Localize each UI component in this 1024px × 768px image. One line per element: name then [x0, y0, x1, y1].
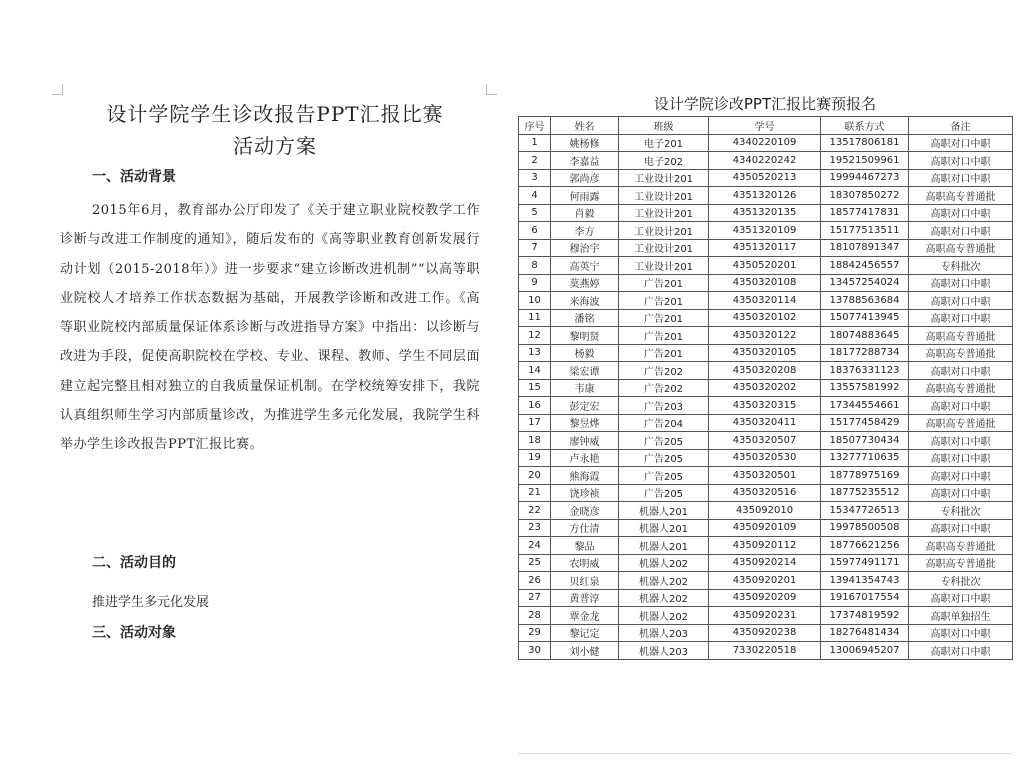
cell-col-remark: 高职高专普通批 — [909, 187, 1013, 205]
cell-col-class: 广告205 — [619, 467, 709, 485]
cell-col-index: 16 — [519, 397, 551, 415]
cell-col-student-id: 4350320501 — [709, 467, 821, 485]
cell-col-index: 17 — [519, 414, 551, 432]
cell-col-class: 机器人202 — [619, 554, 709, 572]
header-col-name: 姓名 — [551, 117, 619, 135]
cell-col-contact: 15177458429 — [821, 414, 909, 432]
table-row — [519, 589, 1013, 607]
cell-col-remark: 高职对口中职 — [909, 484, 1013, 502]
cell-col-index: 2 — [519, 152, 551, 170]
cell-col-contact: 18842456557 — [821, 257, 909, 275]
table-row — [519, 379, 1013, 397]
cell-col-class: 广告201 — [619, 344, 709, 362]
header-col-remark: 备注 — [909, 117, 1013, 135]
cell-col-index: 4 — [519, 187, 551, 205]
cell-col-contact: 13941354743 — [821, 572, 909, 590]
registration-sheet — [518, 92, 1012, 660]
cell-col-class: 广告205 — [619, 432, 709, 450]
table-title: 设计学院诊改PPT汇报比赛预报名 — [653, 95, 877, 113]
cell-col-class: 工业设计201 — [619, 187, 709, 205]
cell-col-contact: 18276481434 — [821, 624, 909, 642]
cell-col-index: 11 — [519, 309, 551, 327]
table-row — [519, 449, 1013, 467]
cell-col-remark: 高职高专普通批 — [909, 344, 1013, 362]
cell-col-contact: 18577417831 — [821, 204, 909, 222]
cell-col-name: 方仕清 — [551, 519, 619, 537]
cell-col-index: 14 — [519, 362, 551, 380]
cell-col-remark: 高职对口中职 — [909, 589, 1013, 607]
cell-col-class: 工业设计201 — [619, 169, 709, 187]
cell-col-index: 5 — [519, 204, 551, 222]
cell-col-class: 广告205 — [619, 484, 709, 502]
cell-col-student-id: 4350920201 — [709, 572, 821, 590]
cell-col-index: 7 — [519, 239, 551, 257]
section-target-heading: 三、活动对象 — [92, 625, 176, 641]
cell-col-contact: 18775235512 — [821, 484, 909, 502]
cell-col-student-id: 4350320411 — [709, 414, 821, 432]
cell-col-class: 机器人202 — [619, 607, 709, 625]
table-row — [519, 467, 1013, 485]
cell-col-index: 25 — [519, 554, 551, 572]
cell-col-student-id: 4350920231 — [709, 607, 821, 625]
table-row — [519, 344, 1013, 362]
cell-col-name: 金晓彦 — [551, 502, 619, 520]
cell-col-name: 熊海霞 — [551, 467, 619, 485]
cell-col-contact: 18778975169 — [821, 467, 909, 485]
cell-col-remark: 高职对口中职 — [909, 292, 1013, 310]
table-row — [519, 239, 1013, 257]
cell-col-contact: 18307850272 — [821, 187, 909, 205]
cell-col-class: 电子202 — [619, 152, 709, 170]
cell-col-remark: 高职对口中职 — [909, 467, 1013, 485]
cell-col-name: 梁宏谭 — [551, 362, 619, 380]
cell-col-index: 9 — [519, 274, 551, 292]
cell-col-index: 21 — [519, 484, 551, 502]
cell-col-name: 黎昱烨 — [551, 414, 619, 432]
cell-col-student-id: 4350920214 — [709, 554, 821, 572]
cell-col-contact: 13457254024 — [821, 274, 909, 292]
cell-col-student-id: 4350320507 — [709, 432, 821, 450]
cell-col-index: 6 — [519, 222, 551, 240]
cell-col-contact: 13788563684 — [821, 292, 909, 310]
cell-col-contact: 18376331123 — [821, 362, 909, 380]
cell-col-name: 韦康 — [551, 379, 619, 397]
cell-col-contact: 19521509961 — [821, 152, 909, 170]
table-row — [519, 432, 1013, 450]
cell-col-class: 广告201 — [619, 327, 709, 345]
table-row — [519, 187, 1013, 205]
cell-col-student-id: 435092010 — [709, 502, 821, 520]
cell-col-name: 黎记定 — [551, 624, 619, 642]
cell-col-contact: 17344554661 — [821, 397, 909, 415]
cell-col-remark: 专科批次 — [909, 502, 1013, 520]
cell-col-index: 26 — [519, 572, 551, 590]
cell-col-class: 机器人203 — [619, 642, 709, 660]
cell-col-name: 高英宁 — [551, 257, 619, 275]
cell-col-class: 机器人201 — [619, 537, 709, 555]
cell-col-student-id: 4350320105 — [709, 344, 821, 362]
table-row — [519, 134, 1013, 152]
table-row — [519, 502, 1013, 520]
cell-col-index: 27 — [519, 589, 551, 607]
cell-col-remark: 高职对口中职 — [909, 169, 1013, 187]
cell-col-class: 机器人202 — [619, 589, 709, 607]
cell-col-index: 23 — [519, 519, 551, 537]
cell-col-student-id: 4350920109 — [709, 519, 821, 537]
cell-col-remark: 高职对口中职 — [909, 222, 1013, 240]
cell-col-contact: 15177513511 — [821, 222, 909, 240]
cell-col-student-id: 7330220518 — [709, 642, 821, 660]
cell-col-name: 黎明贤 — [551, 327, 619, 345]
table-row — [519, 484, 1013, 502]
cell-col-contact: 19167017554 — [821, 589, 909, 607]
header-col-class: 班级 — [619, 117, 709, 135]
cell-col-index: 24 — [519, 537, 551, 555]
cell-col-remark: 高职对口中职 — [909, 449, 1013, 467]
cell-col-student-id: 4350320208 — [709, 362, 821, 380]
cell-col-name: 姚杨修 — [551, 134, 619, 152]
cell-col-contact: 15347726513 — [821, 502, 909, 520]
cell-col-contact: 17374819592 — [821, 607, 909, 625]
cell-col-name: 饶珍祯 — [551, 484, 619, 502]
table-header-row — [519, 117, 1013, 135]
cell-col-remark: 高职对口中职 — [909, 134, 1013, 152]
title-line-2: 活动方案 — [233, 134, 317, 158]
cell-col-name: 黄普淳 — [551, 589, 619, 607]
cell-col-name: 卢永艳 — [551, 449, 619, 467]
cell-col-student-id: 4350320122 — [709, 327, 821, 345]
cell-col-class: 机器人203 — [619, 624, 709, 642]
title-line-1: 设计学院学生诊改报告PPT汇报比赛 — [106, 102, 444, 126]
cell-col-contact: 19994467273 — [821, 169, 909, 187]
cell-col-class: 广告201 — [619, 292, 709, 310]
cell-col-student-id: 4351320126 — [709, 187, 821, 205]
cell-col-remark: 高职高专普通批 — [909, 537, 1013, 555]
cell-col-student-id: 4340220242 — [709, 152, 821, 170]
cell-col-contact: 19978500508 — [821, 519, 909, 537]
cell-col-student-id: 4350320516 — [709, 484, 821, 502]
cell-col-index: 13 — [519, 344, 551, 362]
cell-col-name: 郭尚彦 — [551, 169, 619, 187]
header-col-contact: 联系方式 — [821, 117, 909, 135]
cell-col-index: 30 — [519, 642, 551, 660]
cell-col-index: 15 — [519, 379, 551, 397]
table-row — [519, 204, 1013, 222]
cell-col-student-id: 4350520201 — [709, 257, 821, 275]
cell-col-contact: 13006945207 — [821, 642, 909, 660]
cell-col-student-id: 4351320117 — [709, 239, 821, 257]
cell-col-student-id: 4350320102 — [709, 309, 821, 327]
page-bottom-divider — [518, 753, 1012, 754]
cell-col-name: 李方 — [551, 222, 619, 240]
cell-col-class: 广告205 — [619, 449, 709, 467]
cell-col-index: 18 — [519, 432, 551, 450]
cell-col-student-id: 4350320114 — [709, 292, 821, 310]
table-row — [519, 274, 1013, 292]
cell-col-index: 1 — [519, 134, 551, 152]
table-row — [519, 292, 1013, 310]
cell-col-index: 10 — [519, 292, 551, 310]
cell-col-name: 彭定宏 — [551, 397, 619, 415]
table-row — [519, 397, 1013, 415]
cell-col-remark: 高职高专普通批 — [909, 327, 1013, 345]
cell-col-student-id: 4350320202 — [709, 379, 821, 397]
registration-table — [518, 116, 1013, 660]
cell-col-contact: 18776621256 — [821, 537, 909, 555]
cell-col-name: 莫燕婷 — [551, 274, 619, 292]
cell-col-class: 广告203 — [619, 397, 709, 415]
cell-col-student-id: 4351320135 — [709, 204, 821, 222]
cell-col-index: 20 — [519, 467, 551, 485]
cell-col-name: 廖钟威 — [551, 432, 619, 450]
cell-col-remark: 高职高专普通批 — [909, 554, 1013, 572]
cell-col-contact: 18507730434 — [821, 432, 909, 450]
cell-col-student-id: 4350520213 — [709, 169, 821, 187]
cell-col-student-id: 4340220109 — [709, 134, 821, 152]
cell-col-remark: 高职对口中职 — [909, 624, 1013, 642]
cell-col-class: 工业设计201 — [619, 222, 709, 240]
cell-col-class: 广告202 — [619, 379, 709, 397]
table-row — [519, 257, 1013, 275]
cell-col-class: 机器人202 — [619, 572, 709, 590]
cell-col-student-id: 4350320108 — [709, 274, 821, 292]
cell-col-index: 12 — [519, 327, 551, 345]
document-title — [80, 98, 470, 162]
cell-col-contact: 15977491171 — [821, 554, 909, 572]
table-row — [519, 362, 1013, 380]
cell-col-name: 潘铭 — [551, 309, 619, 327]
cell-col-name: 覃金龙 — [551, 607, 619, 625]
cell-col-index: 19 — [519, 449, 551, 467]
cell-col-contact: 13277710635 — [821, 449, 909, 467]
cell-col-index: 29 — [519, 624, 551, 642]
cell-col-remark: 专科批次 — [909, 572, 1013, 590]
cell-col-remark: 高职对口中职 — [909, 274, 1013, 292]
cell-col-student-id: 4351320109 — [709, 222, 821, 240]
cell-col-index: 8 — [519, 257, 551, 275]
table-row — [519, 537, 1013, 555]
table-row — [519, 169, 1013, 187]
table-row — [519, 607, 1013, 625]
cell-col-contact: 13557581992 — [821, 379, 909, 397]
cell-col-remark: 高职对口中职 — [909, 362, 1013, 380]
table-body — [519, 134, 1013, 659]
cell-col-contact: 13517806181 — [821, 134, 909, 152]
table-row — [519, 519, 1013, 537]
table-row — [519, 152, 1013, 170]
cell-col-remark: 高职对口中职 — [909, 309, 1013, 327]
cell-col-remark: 专科批次 — [909, 257, 1013, 275]
cell-col-index: 28 — [519, 607, 551, 625]
section-purpose-heading: 二、活动目的 — [92, 555, 176, 571]
cell-col-name: 刘小健 — [551, 642, 619, 660]
table-row — [519, 642, 1013, 660]
cell-col-student-id: 4350920112 — [709, 537, 821, 555]
cell-col-name: 米海波 — [551, 292, 619, 310]
cell-col-class: 机器人201 — [619, 502, 709, 520]
cell-col-name: 何雨露 — [551, 187, 619, 205]
table-row — [519, 414, 1013, 432]
cell-col-remark: 高职单独招生 — [909, 607, 1013, 625]
table-row — [519, 624, 1013, 642]
cell-col-class: 工业设计201 — [619, 257, 709, 275]
purpose-text: 推进学生多元化发展 — [92, 595, 210, 610]
table-row — [519, 222, 1013, 240]
cell-col-remark: 高职对口中职 — [909, 432, 1013, 450]
cell-col-remark: 高职对口中职 — [909, 204, 1013, 222]
cell-col-student-id: 4350920238 — [709, 624, 821, 642]
cell-col-index: 3 — [519, 169, 551, 187]
background-paragraph: 2015年6月，教育部办公厅印发了《关于建立职业院校教学工作诊断与改进工作制度的通知》，随后发布的《高等职业教育创新发展行动计划（2015-2018年）》进一步要求“建立诊断改进机制”“以高等职业院校人才培养工作状态数据为基础，开展教学诊断和改进工作。《高等职业院校内部质量保证体系诊断与改进指导方案》中指出：以诊断与改进为手段，促使高职院校在学校、专业、课程、教师、学生不同层面建立起完整且相对独立的自我质量保证机制。在学校统筹安排下，我院认真组织师生学习内部质量诊改，为推进学生多元化发展，我院学生科举办学生诊改报告PPT汇报比赛。 — [60, 203, 480, 453]
cell-col-name: 李嘉益 — [551, 152, 619, 170]
table-row — [519, 572, 1013, 590]
cell-col-name: 黎品 — [551, 537, 619, 555]
header-col-index: 序号 — [519, 117, 551, 135]
cell-col-name: 穆治宇 — [551, 239, 619, 257]
cell-col-name: 杨毅 — [551, 344, 619, 362]
cell-col-class: 电子201 — [619, 134, 709, 152]
cell-col-class: 广告201 — [619, 309, 709, 327]
section-background-heading: 一、活动背景 — [92, 169, 176, 185]
header-col-student-id: 学号 — [709, 117, 821, 135]
cell-col-remark: 高职高专普通批 — [909, 414, 1013, 432]
cell-col-student-id: 4350320315 — [709, 397, 821, 415]
cell-col-contact: 18107891347 — [821, 239, 909, 257]
cell-col-remark: 高职对口中职 — [909, 519, 1013, 537]
cell-col-remark: 高职对口中职 — [909, 397, 1013, 415]
cell-col-index: 22 — [519, 502, 551, 520]
cell-col-name: 农明威 — [551, 554, 619, 572]
cell-col-class: 工业设计201 — [619, 239, 709, 257]
table-row — [519, 309, 1013, 327]
cell-col-remark: 高职高专普通批 — [909, 379, 1013, 397]
plan-document — [60, 88, 490, 768]
cell-col-student-id: 4350320530 — [709, 449, 821, 467]
cell-col-name: 贝红泉 — [551, 572, 619, 590]
cell-col-remark: 高职对口中职 — [909, 152, 1013, 170]
cell-col-remark: 高职高专普通批 — [909, 239, 1013, 257]
cell-col-contact: 18177288734 — [821, 344, 909, 362]
cell-col-class: 广告201 — [619, 274, 709, 292]
cell-col-contact: 15077413945 — [821, 309, 909, 327]
cell-col-class: 工业设计201 — [619, 204, 709, 222]
cell-col-class: 广告202 — [619, 362, 709, 380]
cell-col-name: 肖毅 — [551, 204, 619, 222]
cell-col-class: 广告204 — [619, 414, 709, 432]
cell-col-student-id: 4350920209 — [709, 589, 821, 607]
cell-col-class: 机器人201 — [619, 519, 709, 537]
cell-col-remark: 高职对口中职 — [909, 642, 1013, 660]
cell-col-contact: 18074883645 — [821, 327, 909, 345]
table-row — [519, 327, 1013, 345]
table-row — [519, 554, 1013, 572]
